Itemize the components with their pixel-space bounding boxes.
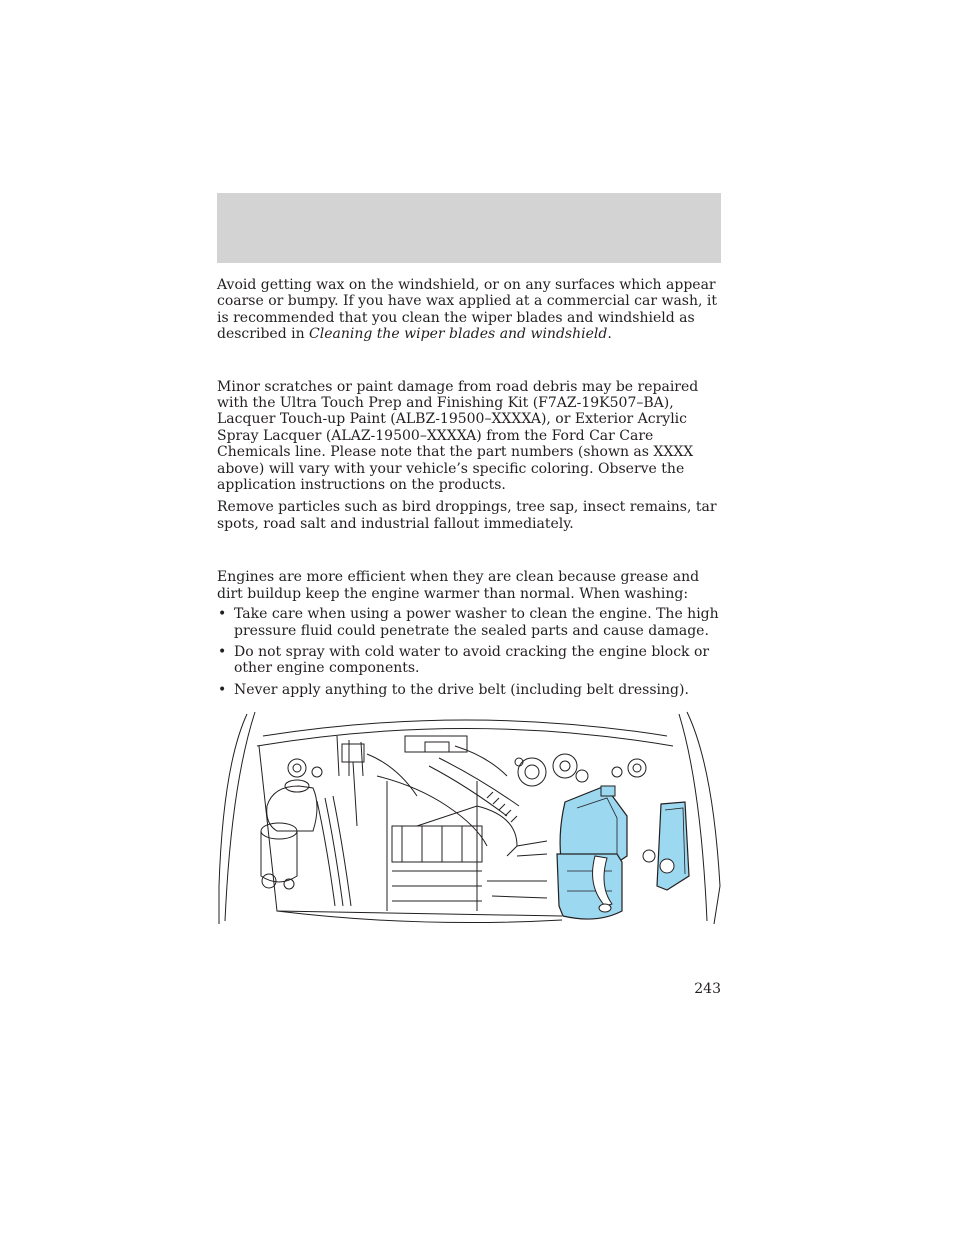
wax-paragraph: Avoid getting wax on the windshield, or on any surfaces which appear coarse or bumpy. If you have wax applied at a commercial car wash, it is recommended that you clean the wiper blades and windshield as described in Cleaning the wiper blades and windshield.: [217, 277, 718, 343]
list-item: • Do not spray with cold water to avoid cracking the engine block or other engine components.: [218, 643, 710, 677]
illustration-linework: [219, 712, 720, 924]
engine-compartment-illustration: [217, 706, 723, 928]
paint-repair-paragraph: Minor scratches or paint damage from road debris may be repaired with the Ultra Touch Prep and Finishing Kit (F7AZ-19K507–BA), Lacquer Touch-up Paint (ALBZ-19500–XXXXA), or Exterior Acrylic Spray Lacquer (ALAZ-19500–XXXXA) from the Ford Car Care Chemicals line. Please note that the part numbers (shown as XXXX above) will vary with your vehicle’s specific coloring. Observe the application instructions on the products.: [217, 378, 699, 494]
engine-washing-list: [217, 606, 723, 698]
bullet-glyph: •: [218, 643, 227, 660]
page-number: 243: [694, 981, 721, 997]
battery-and-airbox-highlight: [557, 786, 689, 919]
engine-intro-paragraph: Engines are more efficient when they are clean because grease and dirt buildup keep the engine warmer than normal. When washing:: [217, 569, 700, 602]
page-content: [217, 277, 723, 703]
list-item: • Take care when using a power washer to clean the engine. The high pressure fluid could penetrate the sealed parts and cause damage.: [218, 606, 719, 639]
bullet-glyph: •: [218, 681, 227, 698]
particle-removal-paragraph: Remove particles such as bird droppings, tree sap, insect remains, tar spots, road salt and industrial fallout immediately.: [217, 499, 717, 532]
bullet-glyph: •: [218, 606, 227, 623]
wiper-cleaning-reference: Cleaning the wiper blades and windshield: [309, 326, 608, 343]
section-header-band: [217, 193, 721, 263]
list-item: • Never apply anything to the drive belt (including belt dressing).: [218, 681, 689, 698]
